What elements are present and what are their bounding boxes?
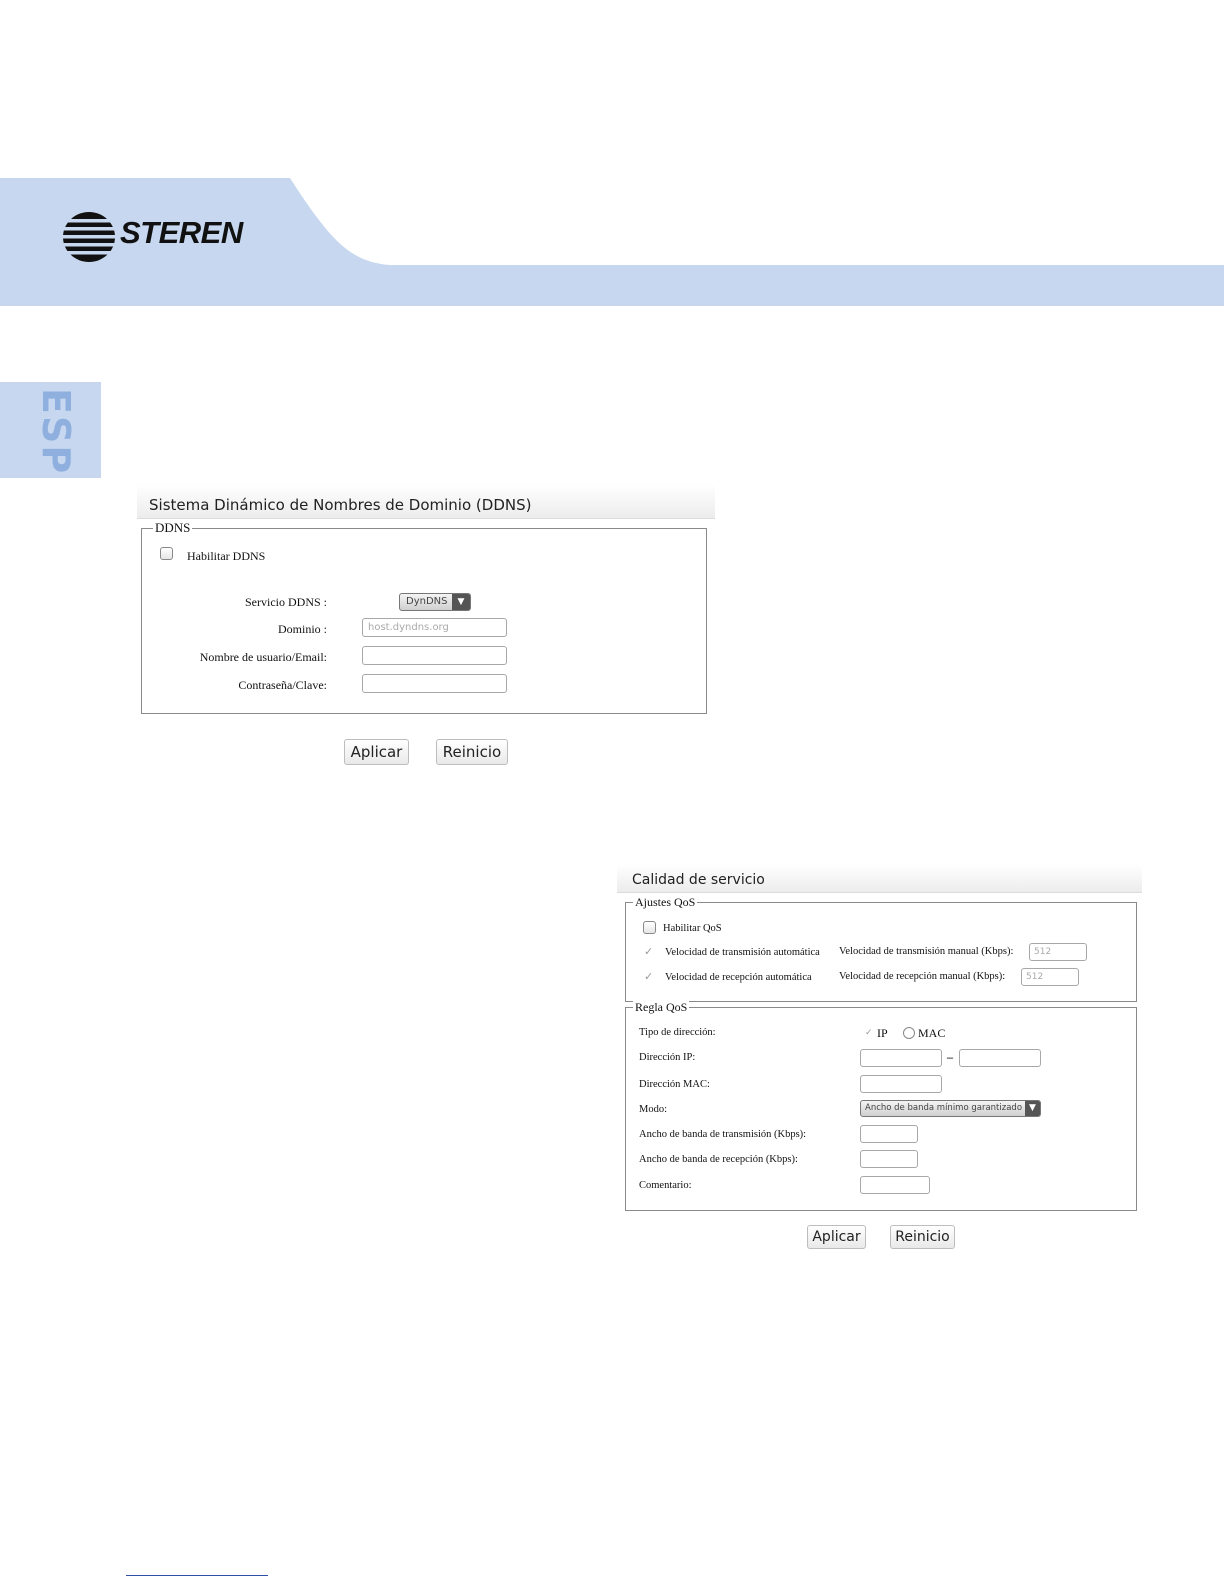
language-tab-label-wrap	[34, 388, 78, 476]
address-type-label: Tipo de dirección:	[639, 1027, 716, 1038]
manual-rx-label: Velocidad de recepción manual (Kbps):	[839, 971, 1006, 982]
footer-rule	[126, 1575, 268, 1576]
manual-tx-input[interactable]	[1029, 943, 1087, 961]
qos-rule-legend: Regla QoS	[635, 1000, 688, 1014]
ip-range-dash: –	[947, 1050, 953, 1064]
enable-qos-label: Habilitar QoS	[663, 923, 722, 934]
ip-address-label: Dirección IP:	[639, 1052, 696, 1063]
ddns-title: Sistema Dinámico de Nombres de Dominio (DDNS)	[149, 496, 532, 514]
checkmark-icon[interactable]: ✓	[644, 971, 654, 983]
tx-bandwidth-input[interactable]	[860, 1125, 918, 1143]
steren-logo	[62, 210, 262, 264]
ddns-domain-label: Dominio :	[277, 622, 327, 636]
mode-select[interactable]	[860, 1100, 1041, 1117]
mode-value: Ancho de banda mínimo garantizado	[865, 1103, 1023, 1113]
ddns-password-input[interactable]	[362, 674, 507, 693]
ddns-service-value: DynDNS	[406, 596, 448, 607]
ddns-password-label: Contraseña/Clave:	[238, 678, 327, 692]
ddns-service-label: Servicio DDNS :	[245, 595, 327, 609]
qos-panel	[617, 865, 1142, 1257]
qos-title: Calidad de servicio	[632, 872, 765, 888]
qos-apply-button[interactable]: Aplicar	[807, 1225, 866, 1249]
manual-tx-value: 512	[1034, 947, 1052, 957]
manual-rx-value: 512	[1026, 972, 1044, 982]
auto-rx-label: Velocidad de recepción automática	[665, 972, 812, 983]
qos-settings-legend: Ajustes QoS	[635, 895, 696, 909]
rx-bandwidth-label: Ancho de banda de recepción (Kbps):	[639, 1154, 798, 1165]
ddns-legend: DDNS	[155, 520, 191, 535]
steren-logo-text: STEREN	[120, 215, 243, 250]
comment-label: Comentario:	[639, 1180, 692, 1191]
mac-address-label: Dirección MAC:	[639, 1079, 710, 1090]
ip-option-label: IP	[877, 1026, 888, 1040]
mac-radio[interactable]	[903, 1027, 915, 1039]
language-tab-label: ESP	[34, 388, 78, 476]
header-band	[0, 0, 1224, 310]
enable-ddns-checkbox[interactable]	[160, 547, 173, 560]
comment-input[interactable]	[860, 1176, 930, 1194]
enable-qos-checkbox[interactable]	[643, 921, 656, 934]
ip-radio[interactable]: ✓	[865, 1027, 873, 1037]
mac-address-input[interactable]	[860, 1075, 942, 1093]
ddns-domain-placeholder: host.dyndns.org	[368, 622, 449, 633]
ip-start-input[interactable]	[860, 1049, 942, 1067]
manual-tx-label: Velocidad de transmisión manual (Kbps):	[839, 946, 1014, 957]
steren-logo-icon	[62, 210, 118, 264]
ddns-domain-input[interactable]	[362, 618, 507, 637]
enable-ddns-label: Habilitar DDNS	[187, 549, 266, 563]
mac-option-label: MAC	[918, 1026, 946, 1040]
checkmark-icon[interactable]: ✓	[644, 946, 654, 958]
ddns-service-select[interactable]	[399, 593, 471, 611]
ip-end-input[interactable]	[959, 1049, 1041, 1067]
qos-reset-button[interactable]: Reinicio	[890, 1225, 955, 1249]
auto-tx-label: Velocidad de transmisión automática	[665, 947, 820, 958]
chevron-down-icon: ▼	[1025, 1101, 1040, 1116]
ddns-apply-button[interactable]: Aplicar	[344, 739, 409, 765]
ddns-user-label: Nombre de usuario/Email:	[199, 650, 327, 664]
manual-rx-input[interactable]	[1021, 968, 1079, 986]
chevron-down-icon: ▼	[452, 594, 470, 610]
tx-bandwidth-label: Ancho de banda de transmisión (Kbps):	[639, 1129, 807, 1140]
ddns-user-input[interactable]	[362, 646, 507, 665]
ddns-panel	[137, 484, 715, 792]
mode-label: Modo:	[639, 1104, 668, 1115]
ddns-reset-button[interactable]: Reinicio	[436, 739, 508, 765]
rx-bandwidth-input[interactable]	[860, 1150, 918, 1168]
